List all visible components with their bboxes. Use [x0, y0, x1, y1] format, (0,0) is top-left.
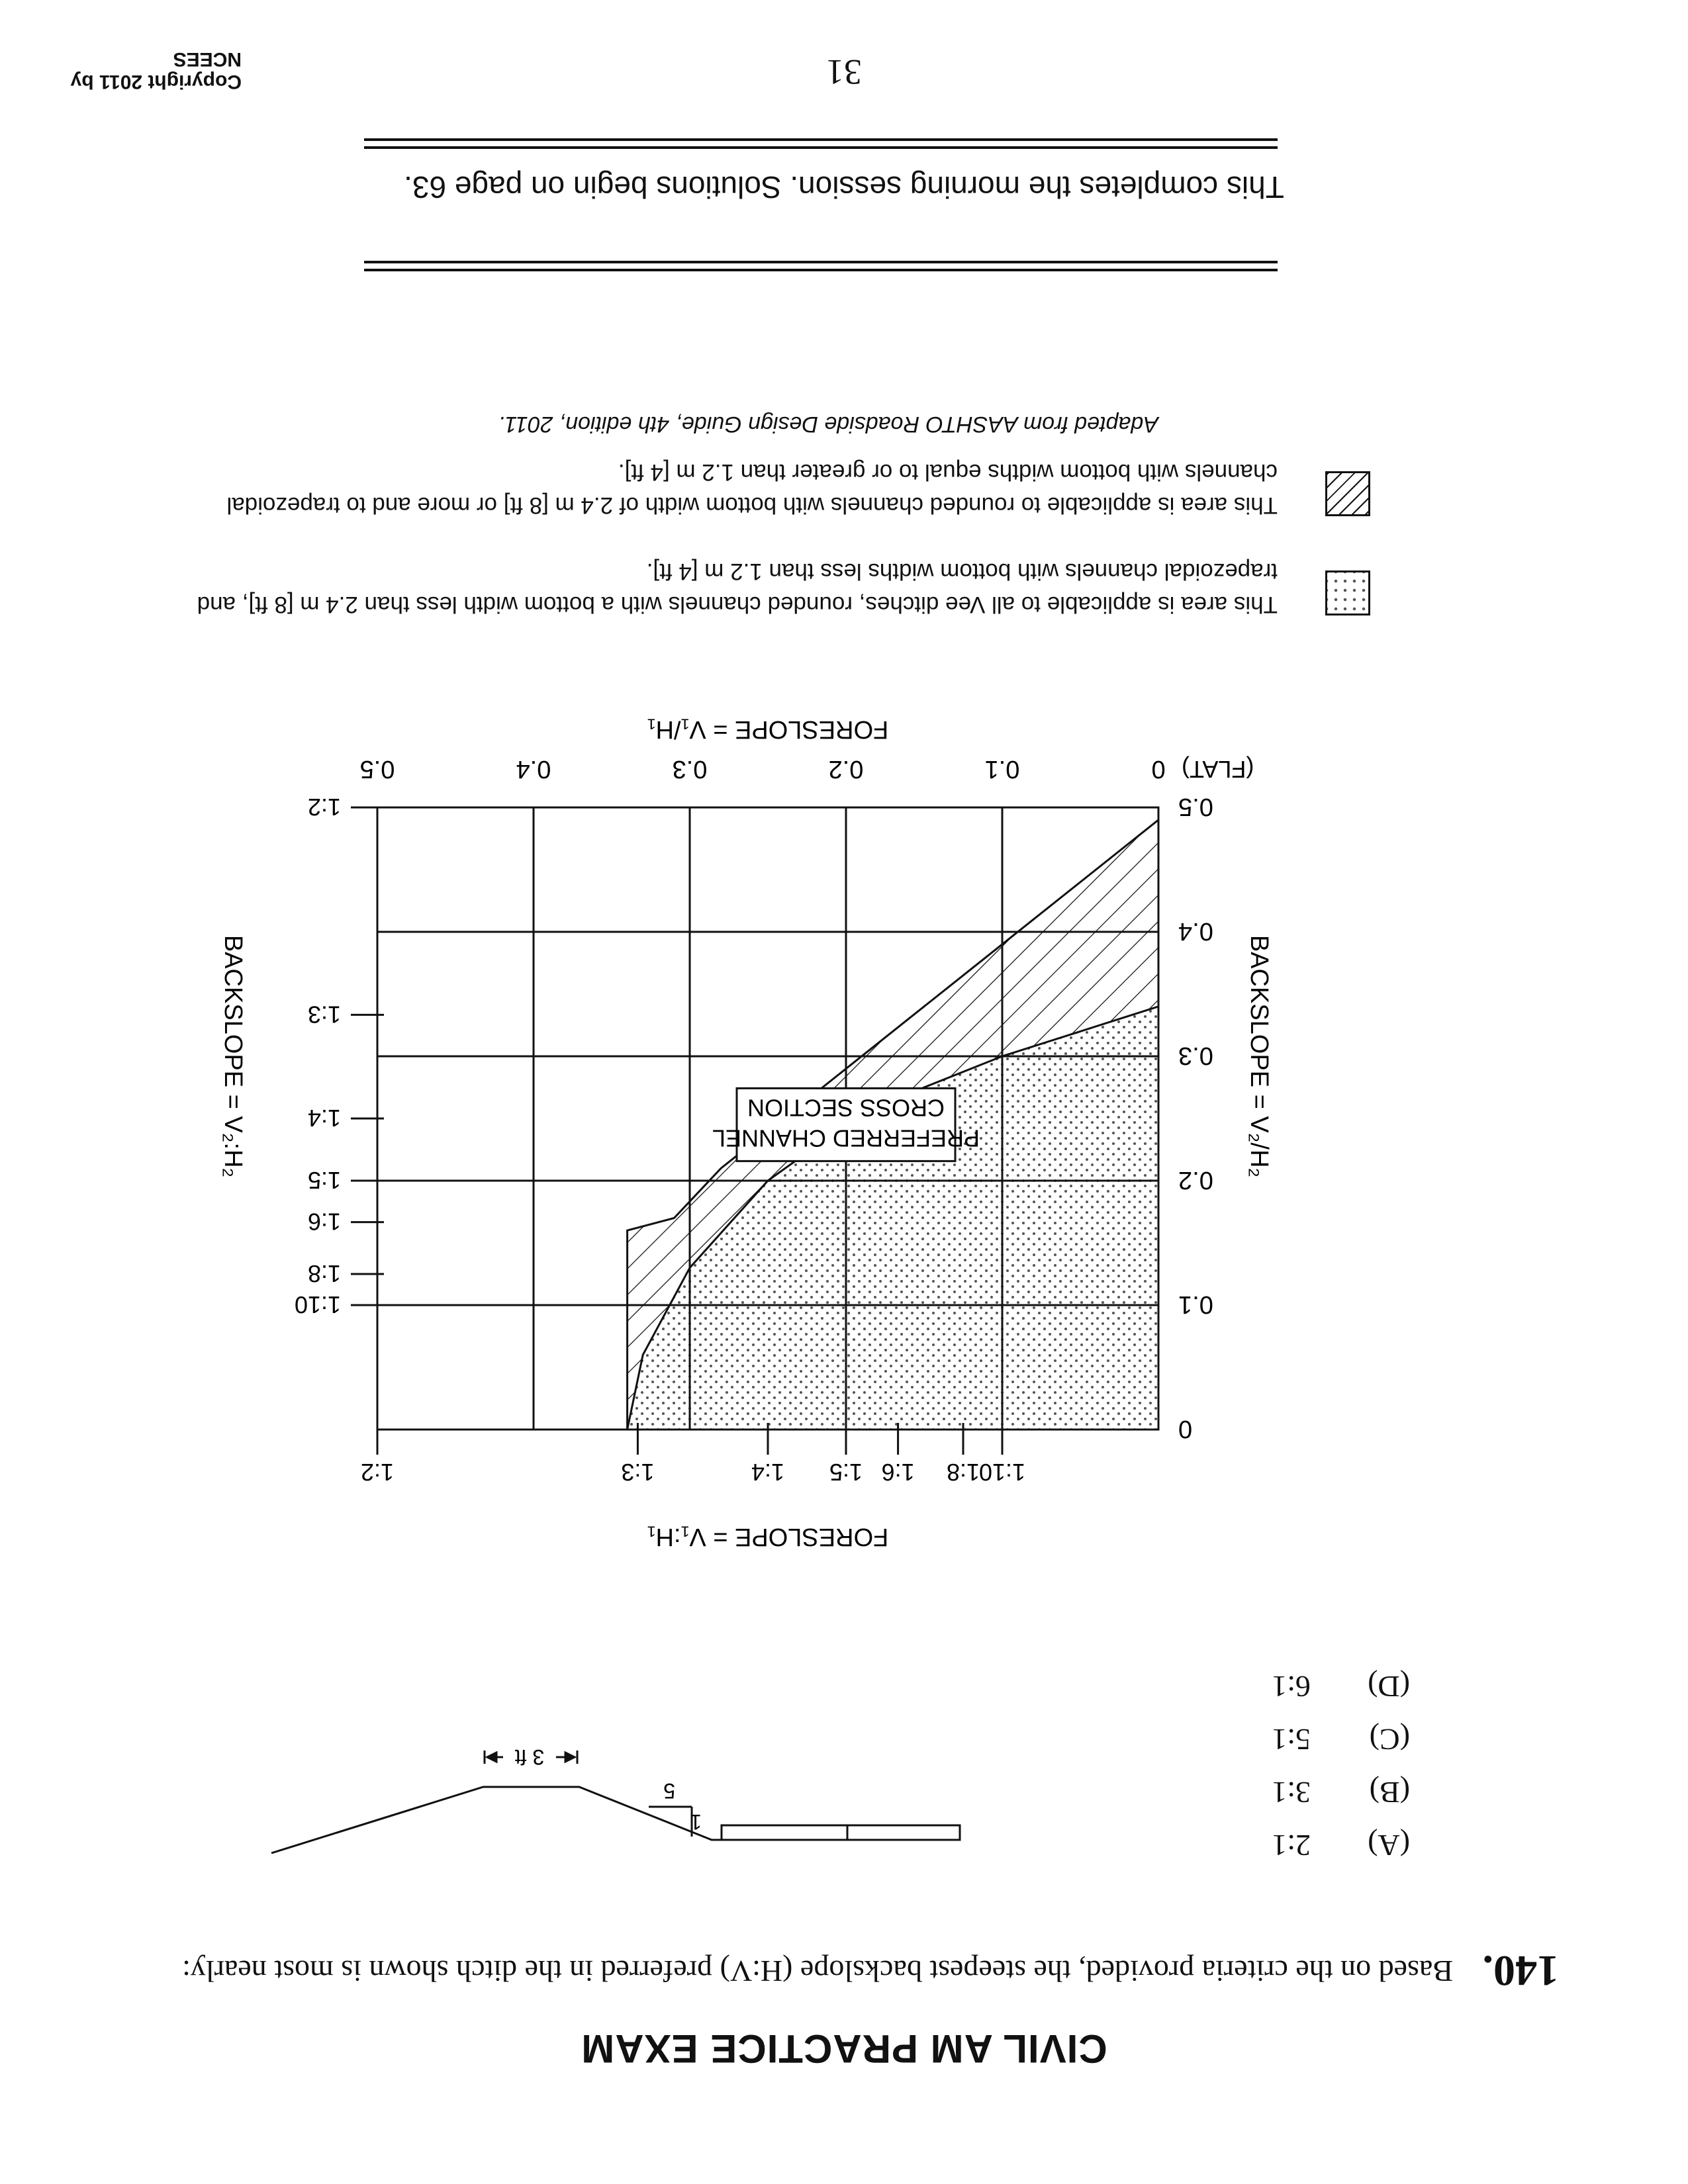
question-text: Based on the criteria provided, the steepest backslope (H:V) preferred in the ditch shown is most nearly:	[182, 1954, 1453, 1988]
slope-chart	[219, 702, 1317, 1602]
y-axis-title-right: BACKSLOPE = V₂:H₂	[219, 934, 247, 1178]
y-ratio-tick-label: 1:3	[307, 1001, 341, 1028]
y-ratio-tick-label: 1:6	[307, 1208, 341, 1236]
x-tick-label: 0	[1151, 755, 1166, 783]
y-tick-label: 0.4	[1178, 917, 1213, 945]
option-value: 5:1	[1272, 1723, 1311, 1756]
y-ratio-tick-label: 1:5	[307, 1167, 341, 1194]
legend-text-hatch: This area is applicable to rounded channels with bottom width of 2.4 m [8 ft] or more and to trapezoidal channels with bottom widths equal to or greater than 1.2 m [4 ft].	[226, 459, 1278, 518]
option-label: (D)	[1368, 1670, 1410, 1704]
x-tick-label: 0.5	[359, 755, 395, 783]
x-tick-label: 0.3	[672, 755, 708, 783]
divider-rule	[364, 138, 1278, 141]
page-number: 31	[826, 52, 862, 92]
y-ratio-tick-label: 1:8	[307, 1260, 341, 1287]
y-tick-label: 0	[1178, 1415, 1193, 1443]
option-label: (B)	[1369, 1776, 1410, 1809]
y-axis-title-left: BACKSLOPE = V₂/H₂	[1245, 934, 1273, 1178]
x-ratio-tick-label: 1:6	[881, 1459, 915, 1486]
x-flat-label: (FLAT)	[1182, 756, 1254, 783]
option-c	[1272, 1722, 1410, 1757]
y-tick-label: 0.2	[1178, 1166, 1213, 1194]
bottom-width-label: 3 ft	[514, 1745, 545, 1769]
divider-rule	[364, 269, 1278, 271]
x-ratio-tick-label: 1:2	[360, 1459, 395, 1486]
x-tick-label: 0.2	[828, 755, 864, 783]
x-ratio-tick-label: 1:3	[621, 1459, 655, 1486]
option-a	[1272, 1828, 1410, 1863]
x-axis-title-top: FORESLOPE = V₁:H₁	[647, 1523, 889, 1551]
annotation-line-2: CROSS SECTION	[747, 1094, 945, 1122]
option-value: 3:1	[1272, 1776, 1311, 1809]
y-tick-label: 0.3	[1178, 1042, 1213, 1069]
x-ratio-tick-label: 1:5	[829, 1459, 863, 1486]
y-tick-label: 0.1	[1178, 1291, 1213, 1318]
exam-title: CIVIL AM PRACTICE EXAM	[581, 2026, 1107, 2071]
y-ratio-tick-label: 1:10	[294, 1291, 341, 1318]
copyright-notice: Copyright 2011 by NCEES	[70, 48, 242, 93]
legend-swatch-dots	[1325, 570, 1370, 615]
slope-run-label: 5	[663, 1779, 675, 1803]
source-note: Adapted from AASHTO Roadside Design Guide, 4th edition, 2011.	[498, 412, 1158, 437]
ditch-cross-section-sketch	[86, 1694, 960, 1866]
option-b	[1272, 1775, 1410, 1810]
option-value: 6:1	[1272, 1670, 1311, 1704]
y-tick-label: 0.5	[1178, 793, 1213, 821]
x-ratio-tick-label: 1:10	[978, 1459, 1026, 1486]
option-label: (A)	[1368, 1829, 1410, 1862]
option-value: 2:1	[1272, 1829, 1311, 1862]
x-ratio-tick-label: 1:4	[751, 1459, 785, 1486]
y-ratio-tick-label: 1:2	[307, 794, 341, 821]
y-ratio-tick-label: 1:4	[307, 1105, 341, 1132]
legend-text-dots: This area is applicable to all Vee ditches, rounded channels with a bottom width less than 2.4 m [8 ft], and trapezoidal channels with bottom widths less than 1.2 m [4 ft].	[197, 559, 1278, 617]
x-ratio-tick-label: 1:8	[946, 1459, 980, 1486]
option-label: (C)	[1369, 1723, 1410, 1756]
legend-swatch-hatch	[1325, 471, 1370, 516]
x-tick-label: 0.4	[516, 755, 551, 783]
completion-text: This completes the morning session. Solutions begin on page 63.	[404, 170, 1284, 205]
divider-rule	[364, 146, 1278, 149]
x-tick-label: 0.1	[984, 755, 1020, 783]
x-axis-title-bottom: FORESLOPE = V₁/H₁	[647, 715, 889, 743]
slope-rise-label: 1	[690, 1810, 702, 1834]
question-number: 140.	[1482, 1946, 1559, 1995]
option-d	[1272, 1669, 1410, 1704]
divider-rule	[364, 261, 1278, 263]
annotation-line-1: PREFERRED CHANNEL	[712, 1124, 980, 1152]
